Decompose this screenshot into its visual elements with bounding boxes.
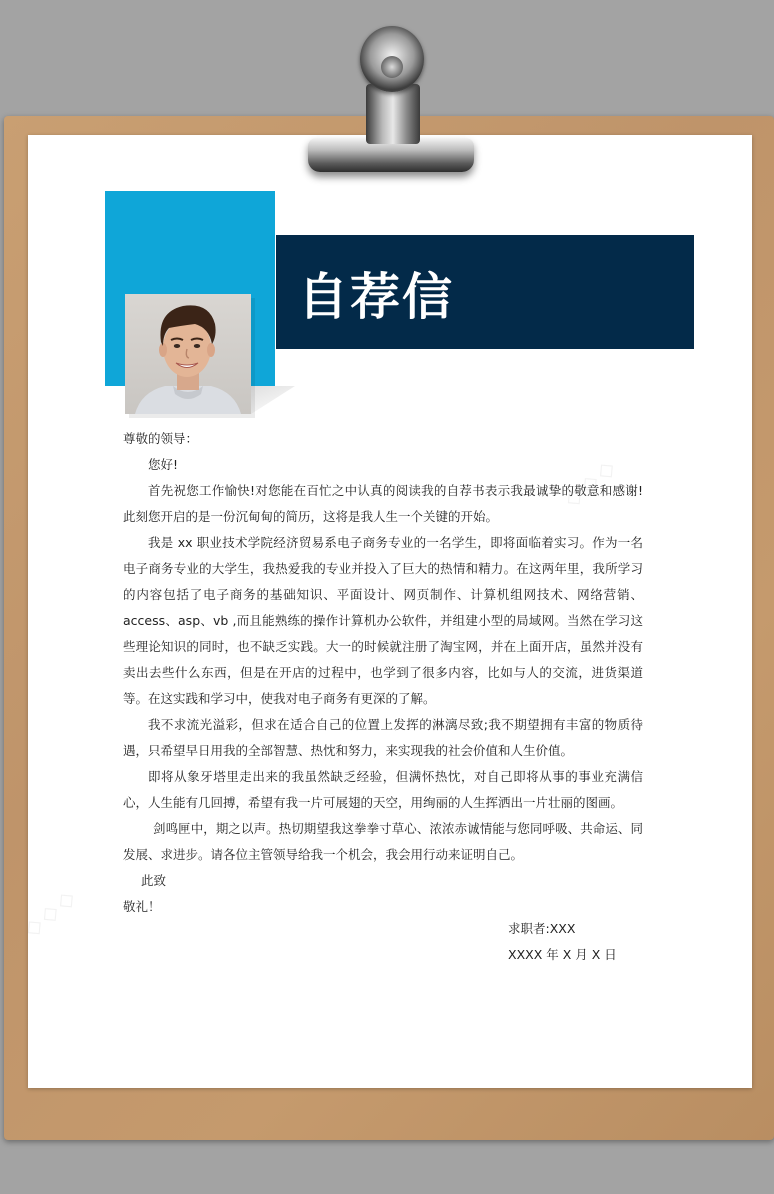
letter-date: XXXX 年 X 月 X 日 bbox=[508, 947, 617, 962]
letter-paragraph: 我不求流光溢彩，但求在适合自己的位置上发挥的淋漓尽致;我不期望拥有丰富的物质待遇，只希望早日用我的全部智慧、热忱和努力，来实现我的社会价值和人生价值。 bbox=[123, 717, 643, 758]
binder-clip-neck bbox=[366, 84, 420, 144]
letter-closing-2: 敬礼！ bbox=[123, 899, 161, 914]
watermark-right: ◇◇◇ bbox=[559, 452, 624, 513]
signature-block bbox=[508, 916, 617, 968]
letter-paragraph: 剑鸣匣中，期之以声。热切期望我这拳拳寸草心、浓浓赤诚情能与您同呼吸、共命运、同发展、求进步。请各位主管领导给我一个机会，我会用行动来证明自己。 bbox=[123, 821, 643, 862]
letter-salutation: 尊敬的领导： bbox=[123, 431, 199, 446]
signature: 求职者:XXX bbox=[508, 921, 576, 936]
avatar bbox=[125, 294, 251, 414]
binder-clip-hole bbox=[381, 56, 403, 78]
avatar-portrait-icon bbox=[125, 294, 251, 414]
watermark-left: ◇◇◇ bbox=[19, 882, 84, 943]
letter-body bbox=[123, 426, 643, 920]
letter-paragraph: 首先祝您工作愉快!对您能在百忙之中认真的阅读我的自荐书表示我最诚挚的敬意和感谢!此刻您开启的是一份沉甸甸的简历，这将是我人生一个关键的开始。 bbox=[123, 483, 643, 524]
page-title: 自荐信 bbox=[298, 268, 454, 326]
letter-paragraph: 我是 xx 职业技术学院经济贸易系电子商务专业的一名学生，即将面临着实习。作为一名电子商务专业的大学生，我热爱我的专业并投入了巨大的热情和精力。在这两年里，我所学习的内容包括了电子商务的基础知识、平面设计、网页制作、计算机组网技术、网络营销、access、asp、vb ,而且能熟练的操作计算机办公软件，并组建小型的局域网。当然在学习这些理论知识的同时，也不缺乏实践。大一的时候就注册了淘宝网，并在上面开店，虽然并没有卖出去些什么东西，但是在开店的过程中，也学到了很多内容，比如与人的交流，进货渠道等。在这实践和学习中，使我对电子商务有更深的了解。 bbox=[123, 535, 643, 706]
letter-closing-1: 此致 bbox=[141, 873, 167, 888]
letter-greeting: 您好! bbox=[148, 457, 179, 472]
letter-paragraph: 即将从象牙塔里走出来的我虽然缺乏经验，但满怀热忱，对自己即将从事的事业充满信心，人生能有几回搏，希望有我一片可展翅的天空，用绚丽的人生挥洒出一片壮丽的图画。 bbox=[123, 769, 643, 810]
